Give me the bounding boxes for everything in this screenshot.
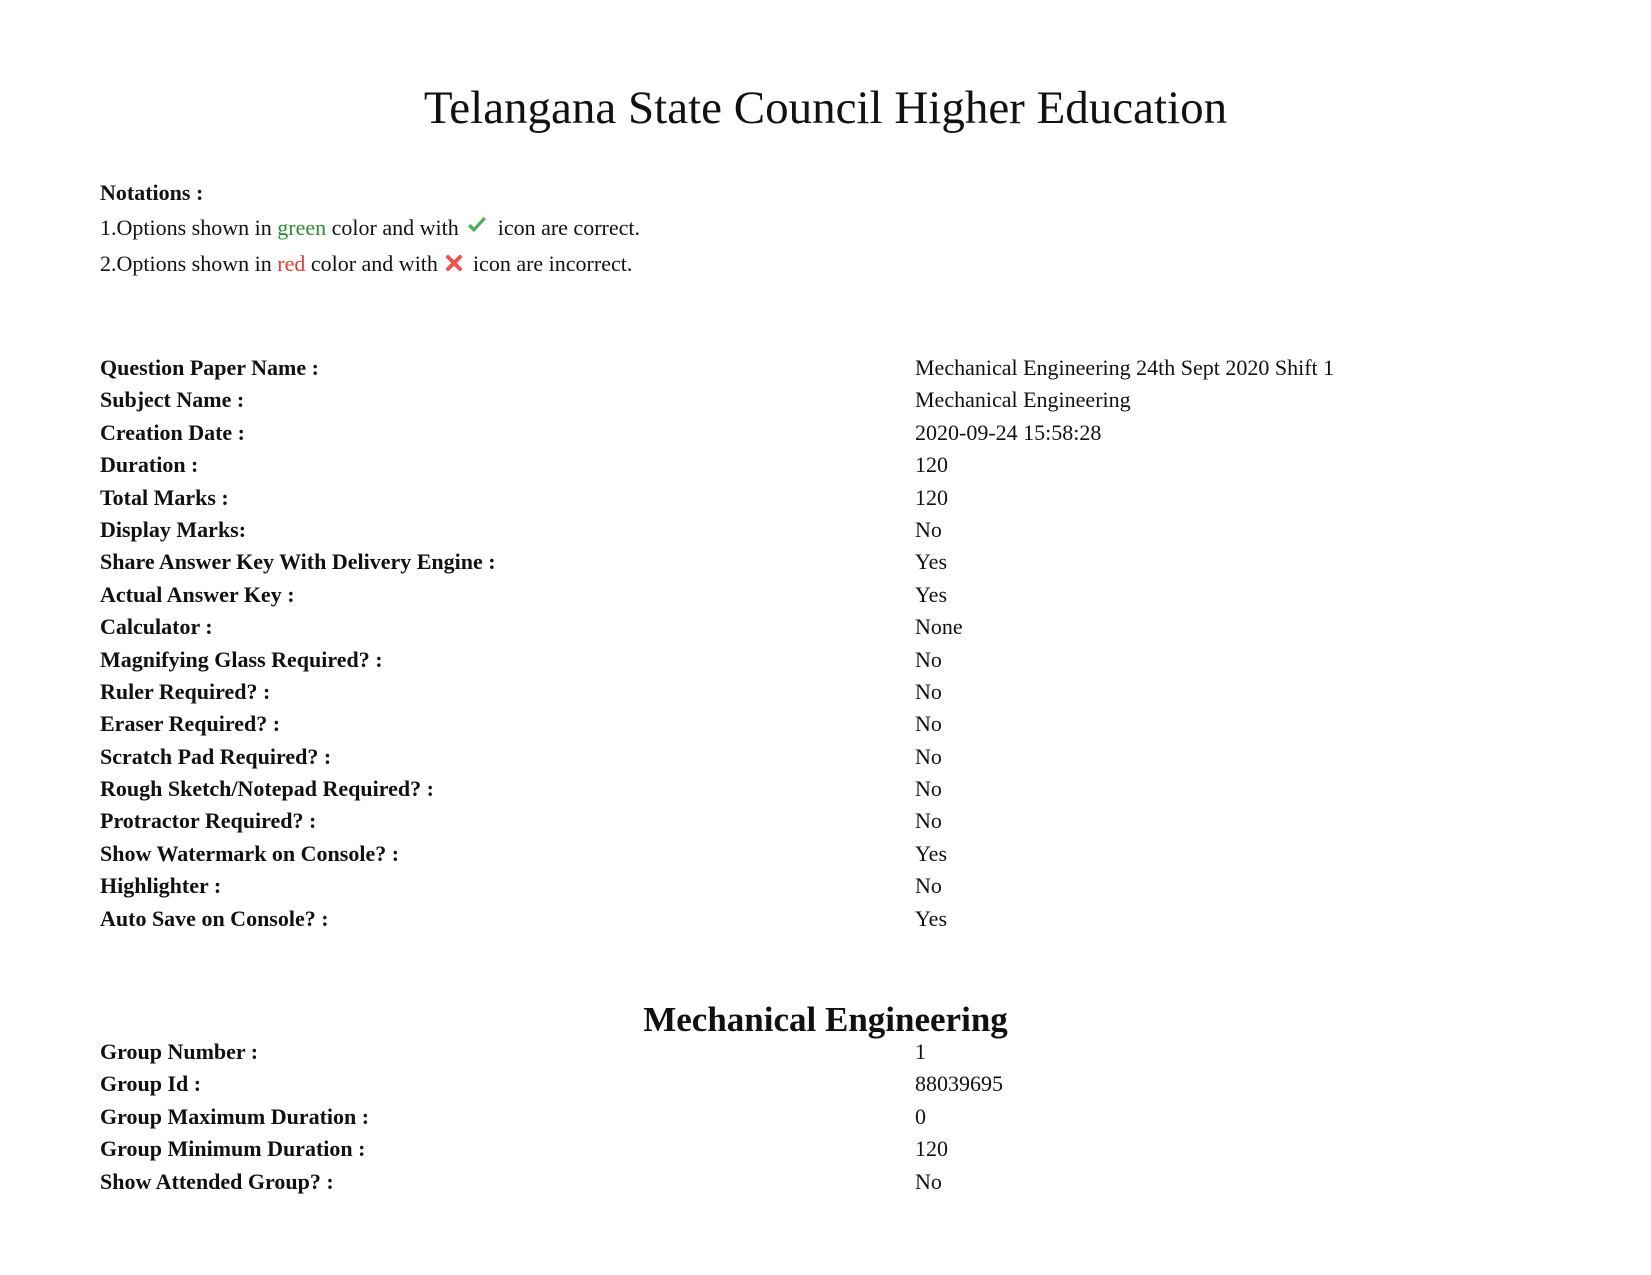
detail-row bbox=[100, 546, 1550, 578]
paper-details-table bbox=[100, 352, 1550, 935]
detail-row bbox=[100, 1166, 1550, 1198]
notation-correct-middle: color and with bbox=[326, 215, 465, 240]
detail-value: Yes bbox=[915, 581, 948, 607]
notation-incorrect-suffix: icon are incorrect. bbox=[467, 251, 633, 276]
group-details-table bbox=[100, 1036, 1550, 1198]
detail-value: No bbox=[915, 711, 942, 737]
detail-value: None bbox=[915, 614, 963, 640]
cross-icon bbox=[445, 247, 463, 282]
detail-row bbox=[100, 741, 1550, 773]
detail-row bbox=[100, 1068, 1550, 1100]
notation-correct-prefix: 1.Options shown in bbox=[100, 215, 278, 240]
notation-incorrect-prefix: 2.Options shown in bbox=[100, 251, 278, 276]
detail-row bbox=[100, 805, 1550, 837]
detail-row bbox=[100, 1036, 1550, 1068]
detail-label: Magnifying Glass Required? : bbox=[100, 646, 383, 672]
detail-label: Show Watermark on Console? : bbox=[100, 840, 400, 866]
detail-row bbox=[100, 417, 1550, 449]
notation-incorrect bbox=[100, 246, 640, 282]
detail-row bbox=[100, 1133, 1550, 1165]
detail-row bbox=[100, 773, 1550, 805]
detail-row bbox=[100, 903, 1550, 935]
detail-value: Mechanical Engineering 24th Sept 2020 Shift 1 bbox=[915, 355, 1335, 380]
detail-value: No bbox=[915, 516, 942, 542]
notations-heading: Notations : bbox=[100, 180, 204, 205]
detail-label: Total Marks : bbox=[100, 484, 229, 510]
detail-row bbox=[100, 449, 1550, 481]
detail-value: No bbox=[915, 776, 942, 802]
detail-row bbox=[100, 644, 1550, 676]
detail-row bbox=[100, 352, 1550, 384]
notation-green-word: green bbox=[277, 215, 327, 240]
detail-row bbox=[100, 870, 1550, 902]
detail-value: Yes bbox=[915, 905, 948, 931]
detail-label: Eraser Required? : bbox=[100, 711, 281, 737]
notation-incorrect-middle: color and with bbox=[305, 251, 444, 276]
detail-label: Calculator : bbox=[100, 614, 213, 640]
detail-label: Show Attended Group? : bbox=[100, 1168, 334, 1194]
checkmark-icon bbox=[466, 211, 488, 246]
detail-label: Rough Sketch/Notepad Required? : bbox=[100, 776, 434, 802]
detail-value: 120 bbox=[915, 452, 948, 478]
detail-row bbox=[100, 579, 1550, 611]
detail-row bbox=[100, 676, 1550, 708]
detail-value: 120 bbox=[915, 484, 948, 510]
detail-value: Yes bbox=[915, 549, 948, 575]
notation-red-word: red bbox=[277, 251, 306, 276]
detail-value: Yes bbox=[915, 840, 948, 866]
detail-value: No bbox=[915, 1168, 942, 1194]
detail-value: No bbox=[915, 873, 942, 899]
notation-correct bbox=[100, 210, 640, 246]
notations-block bbox=[100, 175, 640, 282]
detail-label: Highlighter : bbox=[100, 873, 222, 899]
detail-value: 120 bbox=[915, 1136, 948, 1162]
detail-row bbox=[100, 384, 1550, 416]
detail-label: Scratch Pad Required? : bbox=[100, 743, 332, 769]
detail-value: 1 bbox=[915, 1039, 926, 1064]
detail-row bbox=[100, 611, 1550, 643]
section-title: Mechanical Engineering bbox=[643, 1000, 1008, 1039]
detail-label: Auto Save on Console? : bbox=[100, 905, 329, 931]
detail-value: Mechanical Engineering bbox=[915, 387, 1131, 413]
detail-label: Actual Answer Key : bbox=[100, 581, 295, 607]
notation-correct-suffix: icon are correct. bbox=[492, 215, 640, 240]
detail-label: Creation Date : bbox=[100, 419, 245, 445]
detail-row bbox=[100, 708, 1550, 740]
detail-label: Protractor Required? : bbox=[100, 808, 317, 834]
detail-label: Group Maximum Duration : bbox=[100, 1103, 370, 1129]
detail-row bbox=[100, 838, 1550, 870]
detail-row bbox=[100, 482, 1550, 514]
detail-label: Share Answer Key With Delivery Engine : bbox=[100, 549, 496, 575]
detail-label: Subject Name : bbox=[100, 387, 245, 413]
page-title: Telangana State Council Higher Education bbox=[423, 82, 1228, 134]
detail-label: Duration : bbox=[100, 452, 199, 478]
detail-value: 2020-09-24 15:58:28 bbox=[915, 419, 1102, 445]
detail-row bbox=[100, 514, 1550, 546]
detail-row bbox=[100, 1101, 1550, 1133]
detail-label: Question Paper Name : bbox=[100, 355, 319, 380]
detail-value: 88039695 bbox=[915, 1071, 1003, 1097]
detail-value: No bbox=[915, 743, 942, 769]
detail-value: No bbox=[915, 678, 942, 704]
detail-label: Group Minimum Duration : bbox=[100, 1136, 366, 1162]
detail-value: No bbox=[915, 808, 942, 834]
detail-label: Group Id : bbox=[100, 1071, 202, 1097]
detail-label: Group Number : bbox=[100, 1039, 259, 1064]
detail-label: Ruler Required? : bbox=[100, 678, 271, 704]
detail-label: Display Marks: bbox=[100, 516, 247, 542]
detail-value: 0 bbox=[915, 1103, 926, 1129]
detail-value: No bbox=[915, 646, 942, 672]
